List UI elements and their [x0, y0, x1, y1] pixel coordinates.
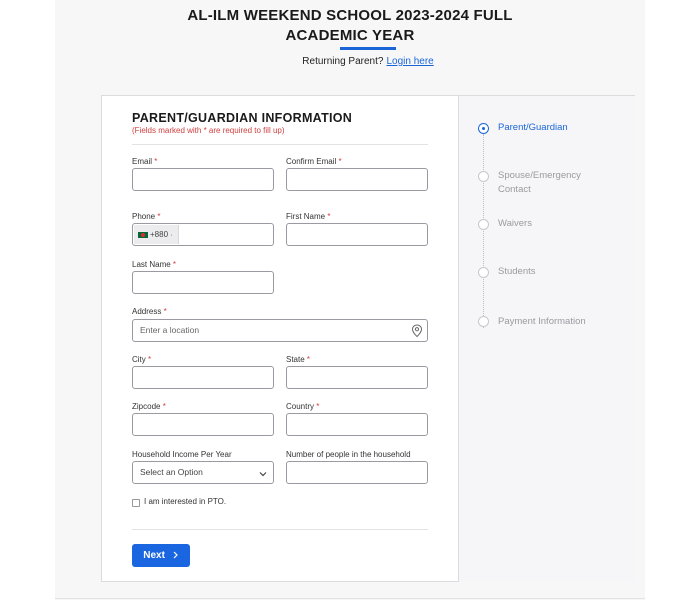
last-name-label: [132, 260, 176, 269]
footer-rule: [55, 598, 645, 599]
form-footer-divider: [132, 529, 428, 530]
step-parent-guardian[interactable]: Parent/Guardian: [498, 122, 568, 133]
page-title-line-2: ACADEMIC YEAR: [285, 27, 415, 44]
login-link[interactable]: Login here: [386, 56, 434, 67]
next-button[interactable]: [132, 544, 190, 567]
location-pin-icon: [411, 324, 423, 338]
confirm-email-field[interactable]: [286, 168, 428, 191]
phone-label: [132, 212, 161, 221]
income-label: Household Income Per Year: [132, 450, 232, 459]
city-field[interactable]: [132, 366, 274, 389]
returning-parent-row: [0, 56, 700, 67]
phone-label-text: Phone: [132, 212, 156, 221]
country-label-text: Country: [286, 402, 315, 411]
step-spouse-emergency[interactable]: Spouse/Emergency Contact: [498, 170, 581, 195]
next-button-label: Next: [143, 550, 165, 561]
step-students[interactable]: Students: [498, 266, 536, 277]
step-waivers[interactable]: Waivers: [498, 218, 532, 229]
required-mark: *: [338, 157, 342, 166]
last-name-label-text: Last Name: [132, 260, 171, 269]
household-size-label: Number of people in the household: [286, 450, 411, 459]
income-select[interactable]: [132, 461, 274, 484]
confirm-email-label-text: Confirm Email: [286, 157, 337, 166]
steps-connector: [483, 134, 484, 328]
required-mark: *: [162, 402, 166, 411]
state-label-text: State: [286, 355, 305, 364]
address-field[interactable]: [132, 319, 428, 342]
section-title: PARENT/GUARDIAN INFORMATION: [132, 111, 353, 125]
state-field[interactable]: [286, 366, 428, 389]
chevron-down-icon: [259, 470, 267, 478]
country-label: [286, 402, 319, 411]
address-placeholder: Enter a location: [140, 325, 200, 335]
step-payment-information[interactable]: Payment Information: [498, 316, 586, 327]
required-mark: *: [316, 402, 320, 411]
bangladesh-flag-icon: [138, 232, 148, 238]
city-label-text: City: [132, 355, 146, 364]
country-field[interactable]: [286, 413, 428, 436]
city-label: [132, 355, 151, 364]
first-name-field[interactable]: [286, 223, 428, 246]
step-indicator-active: [478, 123, 489, 134]
required-mark: *: [148, 355, 152, 364]
page-title: [0, 6, 700, 46]
pto-label: I am interested in PTO.: [144, 497, 227, 506]
step-indicator: [478, 316, 489, 327]
email-label-text: Email: [132, 157, 153, 166]
chevron-right-icon: [172, 551, 179, 559]
email-field[interactable]: [132, 168, 274, 191]
income-select-value: Select an Option: [140, 467, 203, 477]
confirm-email-label: [286, 157, 342, 166]
pto-checkbox[interactable]: [132, 499, 140, 507]
title-underline: [340, 47, 396, 50]
state-label: [286, 355, 310, 364]
phone-country-code: +880: [150, 230, 169, 239]
section-divider: [132, 144, 428, 145]
first-name-label-text: First Name: [286, 212, 326, 221]
address-label: [132, 307, 167, 316]
registration-card: [101, 95, 635, 582]
household-size-field[interactable]: [286, 461, 428, 484]
zipcode-label-text: Zipcode: [132, 402, 161, 411]
address-label-text: Address: [132, 307, 162, 316]
first-name-label: [286, 212, 330, 221]
phone-field[interactable]: [132, 223, 274, 246]
zipcode-label: [132, 402, 166, 411]
required-mark: *: [154, 157, 158, 166]
step-indicator: [478, 171, 489, 182]
required-fields-note: (Fields marked with * are required to fill up): [132, 126, 285, 135]
required-mark: *: [327, 212, 331, 221]
returning-parent-text: Returning Parent?: [302, 56, 384, 67]
last-name-field[interactable]: [132, 271, 274, 294]
step-indicator: [478, 267, 489, 278]
required-mark: *: [172, 260, 177, 269]
zipcode-field[interactable]: [132, 413, 274, 436]
required-mark: *: [163, 307, 167, 316]
page-title-line-1: AL-ILM WEEKEND SCHOOL 2023-2024 FULL: [187, 7, 513, 24]
required-mark: *: [306, 355, 311, 364]
code-dropdown-icon: ·: [170, 232, 173, 239]
step-indicator: [478, 219, 489, 230]
required-mark: *: [157, 212, 161, 221]
country-code-selector[interactable]: [134, 225, 179, 244]
email-label: [132, 157, 157, 166]
